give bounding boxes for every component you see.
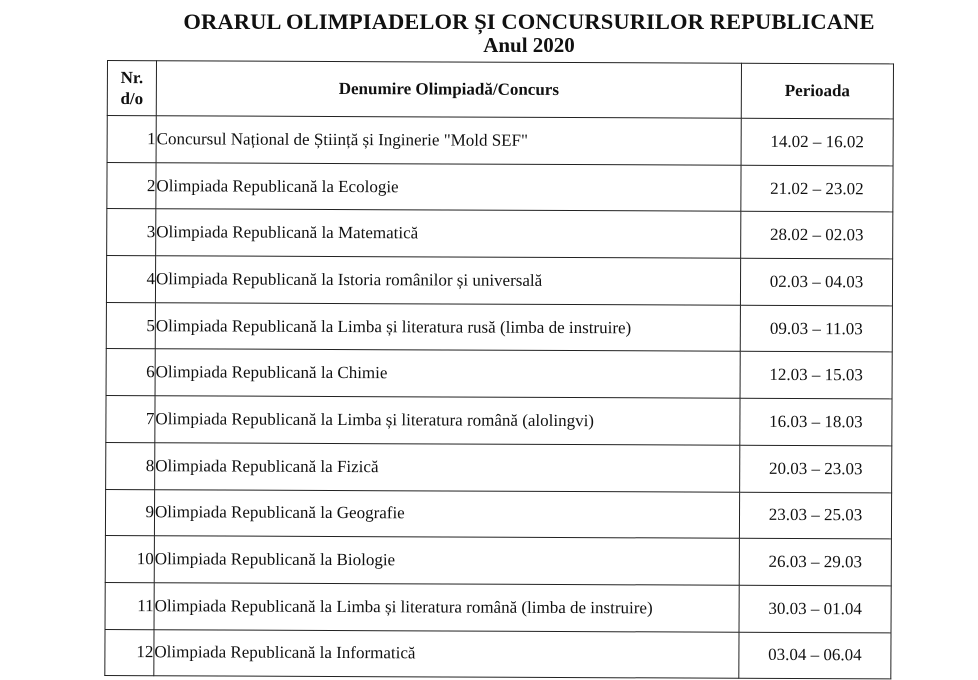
- row-period: 02.03 – 04.03: [740, 258, 892, 305]
- row-period: 28.02 – 02.03: [741, 212, 893, 259]
- row-number: 9: [105, 489, 154, 536]
- row-period: 03.04 – 06.04: [739, 632, 891, 679]
- row-period: 26.03 – 29.03: [739, 538, 891, 585]
- row-name: Olimpiada Republicană la Informatică: [154, 629, 739, 678]
- column-header-number-line2: d/o: [120, 89, 144, 109]
- row-number: 6: [106, 349, 155, 396]
- table-row: [105, 582, 891, 632]
- document-subtitle: Anul 2020: [483, 33, 575, 57]
- row-name: Olimpiada Republicană la Limba și literatura română (alolingvi): [155, 396, 740, 445]
- row-name: Concursul Național de Știință și Inginerie "Mold SEF": [156, 116, 741, 165]
- row-name: Olimpiada Republicană la Chimie: [155, 349, 740, 398]
- olympiad-schedule-table: [104, 60, 894, 680]
- row-number: 4: [106, 256, 155, 303]
- table-row: [107, 209, 893, 259]
- table-row: [106, 396, 892, 446]
- row-name: Olimpiada Republicană la Geografie: [154, 489, 739, 538]
- row-period: 14.02 – 16.02: [741, 118, 893, 165]
- row-number: 7: [106, 396, 155, 443]
- row-name: Olimpiada Republicană la Ecologie: [156, 162, 741, 211]
- row-number: 2: [107, 162, 156, 209]
- table-row: [106, 302, 892, 352]
- row-name: Olimpiada Republicană la Limba și literatura română (limba de instruire): [154, 583, 739, 632]
- column-header-period: Perioada: [741, 63, 893, 119]
- table-row: [106, 442, 892, 492]
- row-number: 5: [106, 302, 155, 349]
- table-row: [106, 349, 892, 399]
- row-period: 20.03 – 23.03: [740, 445, 892, 492]
- table-row: [105, 629, 891, 679]
- row-period: 30.03 – 01.04: [739, 585, 891, 632]
- row-name: Olimpiada Republicană la Biologie: [154, 536, 739, 585]
- row-number: 11: [105, 582, 154, 629]
- table-header-row: [107, 61, 893, 119]
- table-row: [107, 162, 893, 212]
- column-header-name: Denumire Olimpiadă/Concurs: [156, 61, 741, 119]
- row-number: 12: [105, 629, 154, 676]
- row-period: 12.03 – 15.03: [740, 352, 892, 399]
- row-number: 3: [107, 209, 156, 256]
- row-name: Olimpiada Republicană la Fizică: [155, 443, 740, 492]
- row-period: 09.03 – 11.03: [740, 305, 892, 352]
- row-name: Olimpiada Republicană la Istoria românilor și universală: [155, 256, 740, 305]
- row-number: 8: [106, 442, 155, 489]
- row-number: 1: [107, 116, 156, 163]
- table-row: [106, 256, 892, 306]
- row-number: 10: [105, 536, 154, 583]
- row-name: Olimpiada Republicană la Matematică: [156, 209, 741, 258]
- row-period: 21.02 – 23.02: [741, 165, 893, 212]
- row-name: Olimpiada Republicană la Limba și literatura rusă (limba de instruire): [155, 302, 740, 351]
- table-row: [105, 489, 891, 539]
- column-header-number-line1: Nr.: [120, 68, 144, 88]
- row-period: 16.03 – 18.03: [740, 398, 892, 445]
- table-row: [107, 116, 893, 166]
- row-period: 23.03 – 25.03: [739, 492, 891, 539]
- column-header-number: [107, 61, 156, 116]
- document-title: ORARUL OLIMPIADELOR ȘI CONCURSURILOR REPUBLICANE: [183, 9, 875, 34]
- table-row: [105, 536, 891, 586]
